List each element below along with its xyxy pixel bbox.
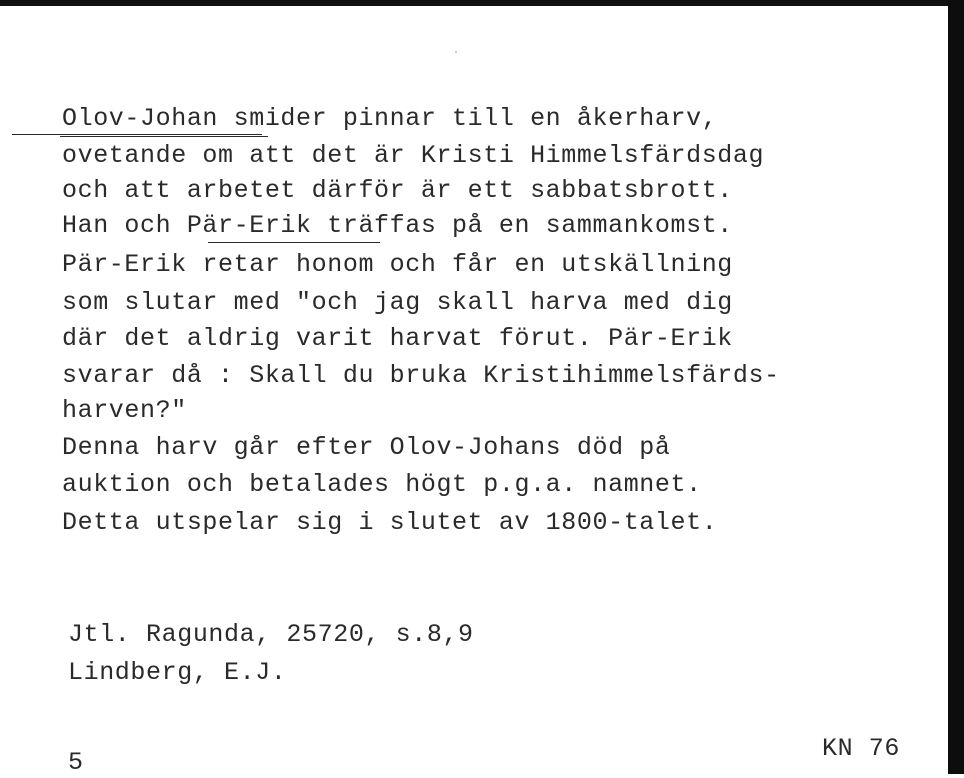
body-text-line: Olov-Johan smider pinnar till en åkerharv, [62,104,718,133]
body-text-line: som slutar med "och jag skall harva med dig [62,288,733,317]
page-number: 5 [68,748,84,777]
body-text-line: harven?" [62,396,187,425]
underline-rule [60,136,268,137]
body-text-line: auktion och betalades högt p.g.a. namnet. [62,470,702,499]
body-text-line: där det aldrig varit harvat förut. Pär-Erik [62,324,733,353]
underline-rule [208,242,380,243]
body-text-line: Denna harv går efter Olov-Johans död på [62,433,671,462]
scan-border [948,0,964,774]
archive-code: KN 76 [822,734,901,763]
source-reference: Jtl. Ragunda, 25720, s.8,9 [68,620,474,649]
source-author: Lindberg, E.J. [68,658,287,687]
body-text-line: Detta utspelar sig i slutet av 1800-talet. [62,508,718,537]
body-text-line: Pär-Erik retar honom och får en utskällning [62,250,733,279]
scan-speck [455,51,457,53]
underline-rule [12,134,262,135]
body-text-line: Han och Pär-Erik träffas på en sammankomst. [62,211,733,240]
body-text-line: svarar då : Skall du bruka Kristihimmelsfärds- [62,361,780,390]
body-text-line: och att arbetet därför är ett sabbatsbrott. [62,176,733,205]
body-text-line: ovetande om att det är Kristi Himmelsfärdsdag [62,141,765,170]
